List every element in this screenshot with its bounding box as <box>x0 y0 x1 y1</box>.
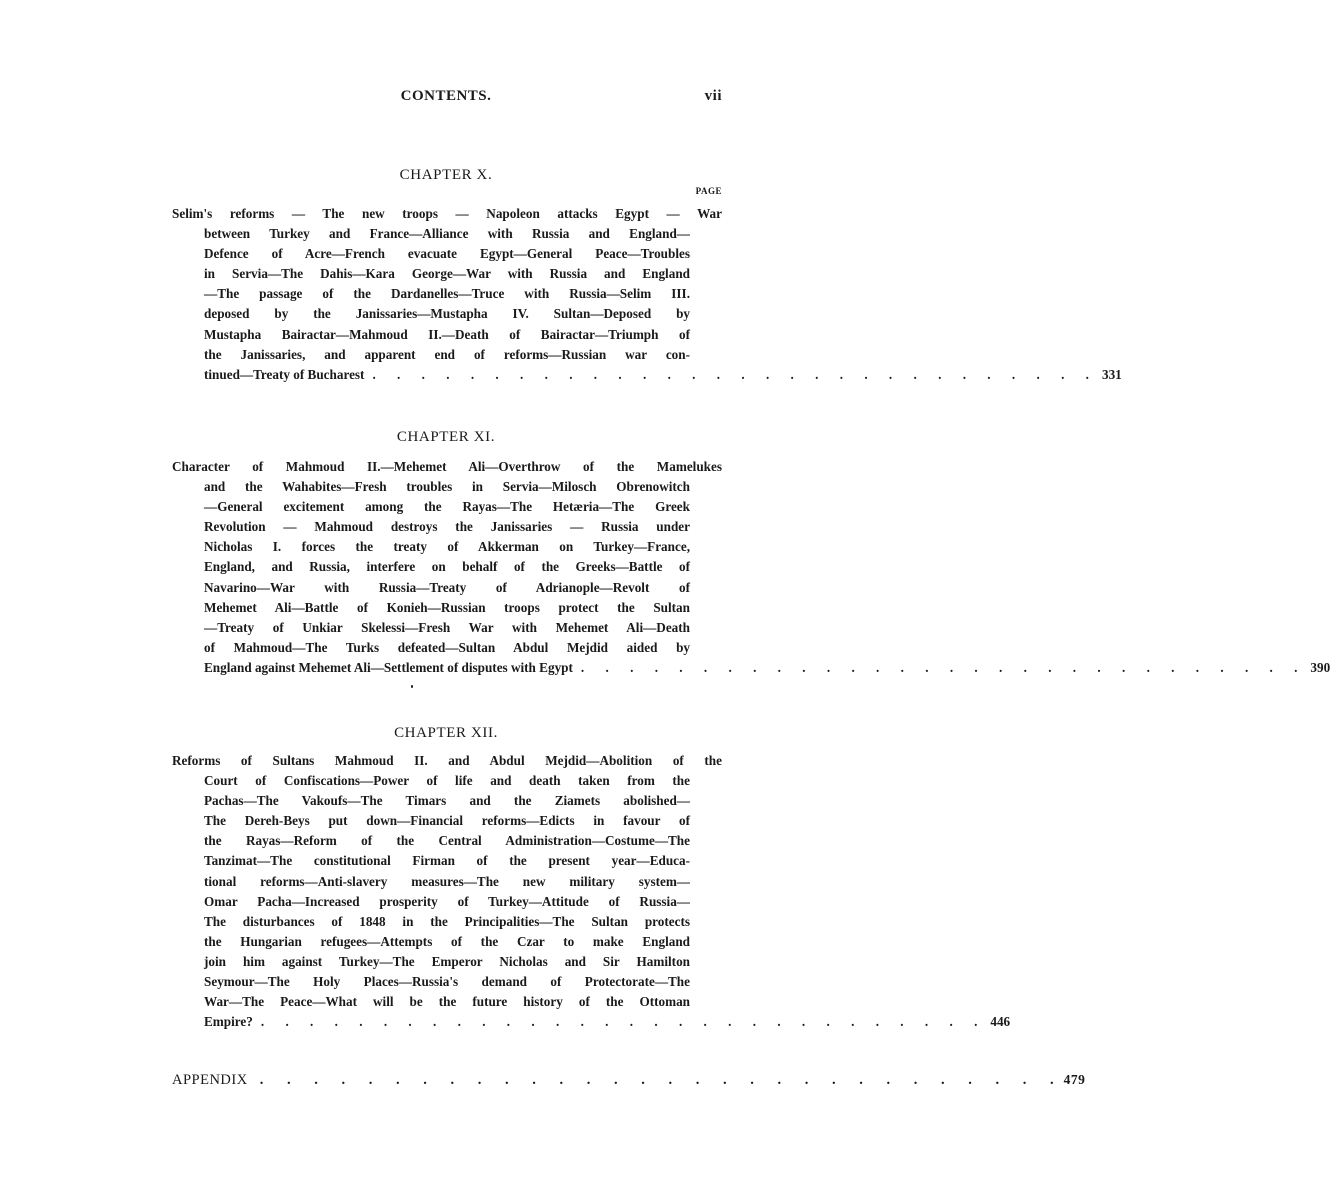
summary-last-line <box>172 365 1122 385</box>
summary-last-line <box>172 658 1330 678</box>
dot-leader: . . . . . . . . . . . . . . . . . . . . . . . . . . . . . . <box>372 366 1098 382</box>
dot-leader: . . . . . . . . . . . . . . . . . . . . . . . . . . . . . . <box>259 1072 1064 1088</box>
summary-line: Court of Confiscations—Power of life and death taken from the <box>204 773 690 789</box>
chapter-x-page: 331 <box>1101 366 1122 382</box>
summary-line: England against Mehemet Ali—Settlement of disputes with Egypt <box>204 659 573 675</box>
summary-line: England, and Russia, interfere on behalf of the Greeks—Battle of <box>204 559 690 575</box>
dot-leader: . . . . . . . . . . . . . . . . . . . . . . . . . . . . . . <box>260 1014 987 1030</box>
chapter-xii-heading: CHAPTER XII. <box>394 725 498 741</box>
page-column-label: PAGE <box>695 186 722 196</box>
chapter-xii-page: 446 <box>990 1014 1011 1030</box>
summary-line: Seymour—The Holy Places—Russia's demand of Protectorate—The <box>204 974 690 990</box>
summary-line: the Janissaries, and apparent end of reforms—Russian war con- <box>204 346 690 362</box>
summary-line: Revolution — Mahmoud destroys the Janissaries — Russia under <box>204 519 690 535</box>
running-head <box>170 88 722 108</box>
summary-line: Mustapha Bairactar—Mahmoud II.—Death of Bairactar—Triumph of <box>204 326 690 342</box>
chapter-xi-summary <box>172 457 1330 678</box>
summary-line: The Dereh-Beys put down—Financial reforms—Edicts in favour of <box>204 813 690 829</box>
summary-line: deposed by the Janissaries—Mustapha IV. Sultan—Deposed by <box>204 306 690 322</box>
summary-line: Character of Mahmoud II.—Mehemet Ali—Overthrow of the Mamelukes <box>172 459 722 474</box>
dot-leader: . . . . . . . . . . . . . . . . . . . . . . . . . . . . . . <box>580 659 1307 675</box>
summary-line: the Rayas—Reform of the Central Administration—Costume—The <box>204 833 690 849</box>
summary-line: the Hungarian refugees—Attempts of the Czar to make England <box>204 933 690 949</box>
appendix-page: 479 <box>1063 1072 1086 1087</box>
chapter-xii-summary <box>172 751 1011 1032</box>
summary-line: of Mahmoud—The Turks defeated—Sultan Abdul Mejdid aided by <box>204 639 690 655</box>
summary-line: —The passage of the Dardanelles—Truce with Russia—Selim III. <box>204 286 690 302</box>
summary-line: Omar Pacha—Increased prosperity of Turkey—Attitude of Russia— <box>204 893 690 909</box>
summary-line: join him against Turkey—The Emperor Nicholas and Sir Hamilton <box>204 953 690 969</box>
summary-line: and the Wahabites—Fresh troubles in Servia—Milosch Obrenowitch <box>204 479 690 495</box>
summary-line: The disturbances of 1848 in the Principalities—The Sultan protects <box>204 913 690 929</box>
summary-line: tional reforms—Anti-slavery measures—The new military system— <box>204 873 690 889</box>
summary-line: Tanzimat—The constitutional Firman of the present year—Educa- <box>204 853 690 869</box>
summary-line: tinued—Treaty of Bucharest <box>204 366 365 382</box>
chapter-x-heading: CHAPTER X. <box>399 167 493 183</box>
appendix-entry <box>172 1072 1086 1089</box>
summary-line: Reforms of Sultans Mahmoud II. and Abdul Mejdid—Abolition of the <box>172 753 722 768</box>
summary-last-line <box>172 1012 1011 1032</box>
summary-line: in Servia—The Dahis—Kara George—War with Russia and England <box>204 266 690 282</box>
page-number: vii <box>704 88 722 104</box>
summary-line: War—The Peace—What will be the future history of the Ottoman <box>204 994 690 1010</box>
chapter-x-summary <box>172 204 1122 385</box>
chapter-xi-page: 390 <box>1310 659 1330 675</box>
summary-line: Navarino—War with Russia—Treaty of Adrianople—Revolt of <box>204 579 690 595</box>
running-title: CONTENTS. <box>400 88 492 104</box>
chapter-xi-heading: CHAPTER XI. <box>396 429 496 445</box>
summary-line: Defence of Acre—French evacuate Egypt—General Peace—Troubles <box>204 246 690 262</box>
summary-line: Empire? <box>204 1014 253 1030</box>
summary-line: Nicholas I. forces the treaty of Akkerman on Turkey—France, <box>204 539 690 555</box>
summary-line: between Turkey and France—Alliance with Russia and England— <box>204 226 690 242</box>
summary-line: Pachas—The Vakoufs—The Timars and the Ziamets abolished— <box>204 793 690 809</box>
summary-line: Selim's reforms — The new troops — Napoleon attacks Egypt — War <box>172 206 722 221</box>
print-speck <box>411 685 413 688</box>
summary-line: Mehemet Ali—Battle of Konieh—Russian troops protect the Sultan <box>204 599 690 615</box>
summary-line: —General excitement among the Rayas—The Hetæria—The Greek <box>204 499 690 515</box>
appendix-label: APPENDIX <box>172 1072 248 1088</box>
summary-line: —Treaty of Unkiar Skelessi—Fresh War with Mehemet Ali—Death <box>204 619 690 635</box>
